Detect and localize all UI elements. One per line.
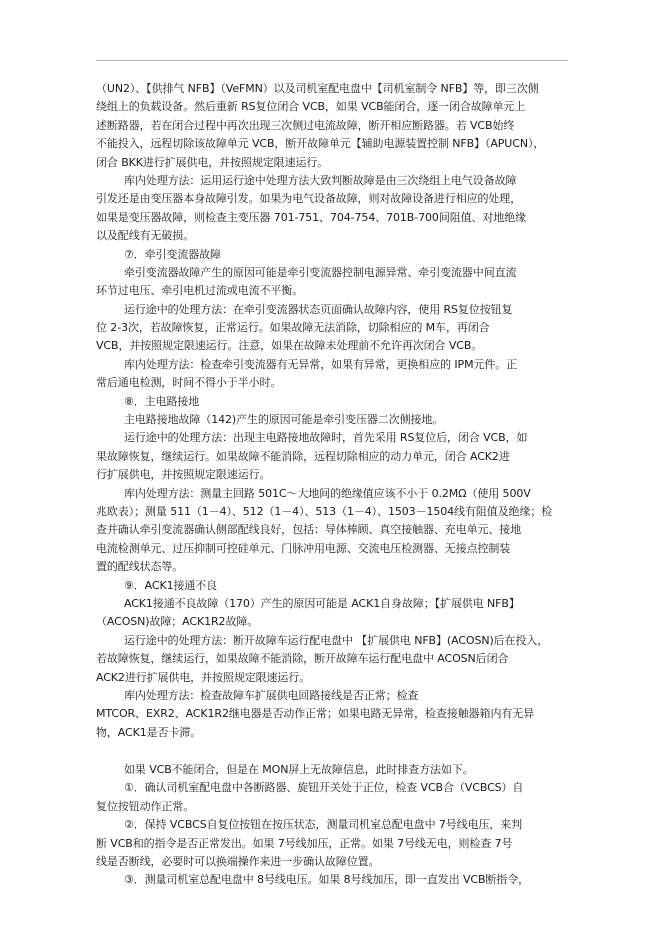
text-line: ACK2进行扩展供电，并按照规定限速运行。 xyxy=(96,670,311,684)
text-line: VCB，并按照规定限速运行。注意，如果在故障未处理前不允许再次闭合 VCB。 xyxy=(96,339,483,353)
paragraph-start: 运行途中的处理方法：在牵引变流器状态页面确认故障内容，使用 RS复位按钮复 xyxy=(124,302,513,316)
text-line: 置的配线状态等。 xyxy=(96,560,184,574)
text-line: 如果是变压器故障，则检查主变压器 701-751、704-754、701B-700间阻值、对地绝缘 xyxy=(96,210,527,224)
paragraph-start: 库内处理方法：测量主回路 501C～大地间的绝缘值应该不小于 0.2MΩ（使用 500V xyxy=(124,486,531,500)
text-line: 复位按钮动作正常。 xyxy=(96,799,195,813)
text-line: （ACOSN)故障；ACK1R2故障。 xyxy=(96,615,259,629)
list-item: ②．保持 VCBCS自复位按钮在按压状态，测量司机室总配电盘中 7号线电压，来判 xyxy=(124,818,523,832)
paragraph-start: 运行途中的处理方法：出现主电路接地故障时，首先采用 RS复位后，闭合 VCB，如 xyxy=(124,431,528,445)
paragraph-start: 主电路接地故障（142)产生的原因可能是牵引变压器二次侧接地。 xyxy=(124,413,444,427)
paragraph-start: 如果 VCB不能闭合，但是在 MON屏上无故障信息，此时排查方法如下。 xyxy=(124,763,474,777)
body-text xyxy=(96,80,611,890)
text-line: 引发还是由变压器本身故障引发。如果为电气设备故障，则对故障设备进行相应的处理， xyxy=(96,192,522,206)
list-item: ③．测量司机室总配电盘中 8号线电压。如果 8号线加压，即一直发出 VCB断指令， xyxy=(124,873,529,887)
text-line: 常后通电检测，时间不得小于半小时。 xyxy=(96,376,282,390)
paragraph-start: 库内处理方法：检查故障车扩展供电回路接线是否正常；检查 xyxy=(124,688,419,702)
text-line: 电流检测单元、过压抑制可控硅单元、门脉冲用电源、交流电压检测器、无接点控制装 xyxy=(96,541,511,555)
paragraph-start: ACK1接通不良故障（170）产生的原因可能是 ACK1自身故障；【扩展供电 NFB】 xyxy=(124,596,520,610)
paragraph-start: 库内处理方法：运用运行途中处理方法大致判断故障是由三次绕组上电气设备故障 xyxy=(124,173,517,187)
paragraph-start: 牵引变流器故障产生的原因可能是牵引变流器控制电源异常、牵引变流器中间直流 xyxy=(124,265,517,279)
header-rule xyxy=(96,60,568,61)
text-line: 位 2-3次，若故障恢复，正常运行。如果故障无法消除，切除相应的 M车，再闭合 xyxy=(96,321,490,335)
text-line: 不能投入，远程切除该故障单元 VCB，断开故障单元【辅助电源装置控制 NFB】（APUCN）， xyxy=(96,137,545,151)
text-line: 果故障恢复，继续运行。如果故障不能消除，远程切除相应的动力单元，闭合 ACK2进 xyxy=(96,449,510,463)
text-line: （UN2）、【供排气 NFB】（VeFMN）以及司机室配电盘中【司机室制令 NFB】等，即三次侧 xyxy=(96,82,539,95)
text-line: 以及配线有无破损。 xyxy=(96,229,195,243)
text-line: 断 VCB和的指令是否正常发出。如果 7号线加压，正常。如果 7号线无电，则检查 7号 xyxy=(96,836,513,850)
section-heading: ⑦．牵引变流器故障 xyxy=(124,247,221,261)
section-heading: ⑨．ACK1接通不良 xyxy=(124,578,218,592)
text-line: 兆欧表）；测量 511（1－4）、512（1－4）、513（1－4）、1503－1504线有阻值及绝缘；检 xyxy=(96,504,553,518)
paragraph-start: 库内处理方法：检查牵引变流器有无异常，如果有异常，更换相应的 IPM元件。正 xyxy=(124,357,518,371)
text-line: 行扩展供电，并按照规定限速运行。 xyxy=(96,468,271,482)
text-line: 线是否断线，必要时可以换端操作来进一步确认故障位置。 xyxy=(96,855,380,869)
text-line: 查并确认牵引变流器确认侧部配线良好，包括：导体棒顾、真空接触器、充电单元、接地 xyxy=(96,523,522,537)
text-line: 闭合 BKK进行扩展供电，并按照规定限速运行。 xyxy=(96,155,329,169)
paragraph-gap xyxy=(96,742,611,761)
section-heading: ⑧．主电路接地 xyxy=(124,394,200,408)
text-line: 环节过电压、牵引电机过流或电流不平衡。 xyxy=(96,284,304,298)
text-line: 物，ACK1是否卡滞。 xyxy=(96,725,202,739)
text-line: 若故障恢复，继续运行，如果故障不能消除，断开故障车运行配电盘中 ACOSN后闭合 xyxy=(96,652,509,666)
paragraph-start: 运行途中的处理方法：断开故障车运行配电盘中 【扩展供电 NFB】(ACOSN)后在投入， xyxy=(124,633,549,647)
text-line: MTCOR、EXR2、ACK1R2继电器是否动作正常；如果电路无异常，检查接触器箱内有无异 xyxy=(96,707,535,721)
list-item: ①．确认司机室配电盘中各断路器、旋钮开关处于正位，检查 VCB合（VCBCS）自 xyxy=(124,781,524,795)
text-line: 述断路器，若在闭合过程中再次出现三次侧过电流故障，断开相应断路器。若 VCB始终 xyxy=(96,118,515,132)
text-line: 绕组上的负载设备。然后重新 RS复位闭合 VCB，如果 VCB能闭合，逐一闭合故障单元上 xyxy=(96,100,526,114)
